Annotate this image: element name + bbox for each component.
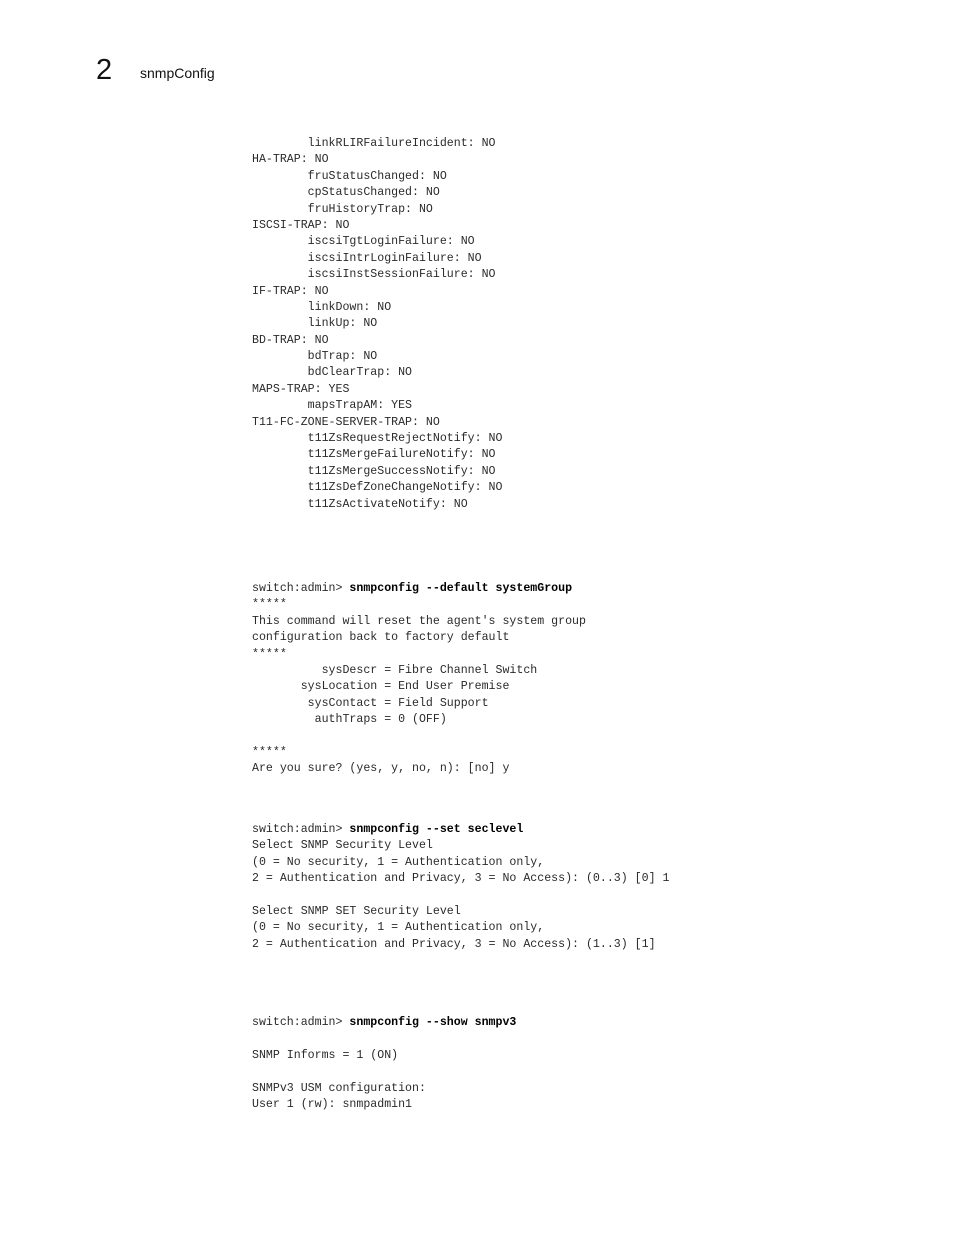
output-line: sysDescr = Fibre Channel Switch bbox=[252, 663, 538, 677]
output-line: IF-TRAP: NO bbox=[252, 284, 329, 298]
shell-prompt: switch:admin> bbox=[252, 582, 350, 595]
output-line: MAPS-TRAP: YES bbox=[252, 382, 350, 396]
show-snmpv3-block bbox=[252, 1015, 516, 1113]
output-line: linkUp: NO bbox=[252, 317, 378, 331]
output-line: User 1 (rw): snmpadmin1 bbox=[252, 1097, 413, 1111]
output-line: bdTrap: NO bbox=[252, 350, 378, 364]
output-line: iscsiInstSessionFailure: NO bbox=[252, 268, 496, 282]
command-text: snmpconfig --default systemGroup bbox=[349, 582, 573, 595]
output-line: iscsiIntrLoginFailure: NO bbox=[252, 251, 482, 265]
output-line: T11-FC-ZONE-SERVER-TRAP: NO bbox=[252, 415, 440, 429]
output-line: authTraps = 0 (OFF) bbox=[252, 713, 447, 727]
output-line: HA-TRAP: NO bbox=[252, 153, 329, 167]
output-line: linkDown: NO bbox=[252, 300, 392, 314]
output-line: ***** bbox=[252, 745, 287, 759]
output-line bbox=[252, 729, 586, 745]
shell-prompt: switch:admin> bbox=[252, 1016, 350, 1029]
output-line: Select SNMP SET Security Level bbox=[252, 904, 461, 918]
set-seclevel-block bbox=[252, 822, 669, 953]
command-text: snmpconfig --set seclevel bbox=[349, 823, 524, 836]
output-line: (0 = No security, 1 = Authentication only, bbox=[252, 921, 545, 935]
output-line bbox=[252, 1064, 516, 1080]
output-line: t11ZsMergeSuccessNotify: NO bbox=[252, 464, 496, 478]
output-line: linkRLIRFailureIncident: NO bbox=[252, 137, 496, 150]
output-line bbox=[252, 1031, 516, 1047]
output-line: bdClearTrap: NO bbox=[252, 366, 413, 380]
output-line: sysContact = Field Support bbox=[252, 696, 489, 710]
output-line: 2 = Authentication and Privacy, 3 = No Access): (0..3) [0] 1 bbox=[252, 872, 670, 886]
command-line bbox=[252, 822, 669, 838]
output-line: mapsTrapAM: YES bbox=[252, 399, 413, 413]
output-line: 2 = Authentication and Privacy, 3 = No Access): (1..3) [1] bbox=[252, 937, 656, 951]
output-line: ***** bbox=[252, 647, 287, 661]
output-line: fruHistoryTrap: NO bbox=[252, 202, 433, 216]
command-line bbox=[252, 581, 586, 597]
output-line: iscsiTgtLoginFailure: NO bbox=[252, 235, 475, 249]
chapter-number: 2 bbox=[96, 54, 113, 86]
output-line: t11ZsDefZoneChangeNotify: NO bbox=[252, 481, 503, 495]
output-line: BD-TRAP: NO bbox=[252, 333, 329, 347]
output-line: ***** bbox=[252, 598, 287, 612]
default-system-group-block bbox=[252, 581, 586, 778]
output-line: t11ZsActivateNotify: NO bbox=[252, 497, 468, 511]
output-line: SNMP Informs = 1 (ON) bbox=[252, 1048, 399, 1062]
command-text: snmpconfig --show snmpv3 bbox=[349, 1016, 517, 1029]
output-line: sysLocation = End User Premise bbox=[252, 680, 510, 694]
shell-prompt: switch:admin> bbox=[252, 823, 350, 836]
output-line: cpStatusChanged: NO bbox=[252, 186, 440, 200]
trap-listing-block bbox=[252, 136, 502, 513]
output-line: ISCSI-TRAP: NO bbox=[252, 218, 350, 232]
output-line: configuration back to factory default bbox=[252, 631, 510, 645]
output-line: SNMPv3 USM configuration: bbox=[252, 1081, 426, 1095]
output-line: Select SNMP Security Level bbox=[252, 839, 433, 853]
output-line bbox=[252, 888, 669, 904]
output-line: fruStatusChanged: NO bbox=[252, 169, 447, 183]
output-line: (0 = No security, 1 = Authentication only, bbox=[252, 855, 545, 869]
chapter-title: snmpConfig bbox=[140, 65, 215, 81]
command-line bbox=[252, 1015, 516, 1031]
output-line: t11ZsMergeFailureNotify: NO bbox=[252, 448, 496, 462]
output-line: t11ZsRequestRejectNotify: NO bbox=[252, 432, 503, 446]
output-line: This command will reset the agent's system group bbox=[252, 614, 586, 628]
output-line: Are you sure? (yes, y, no, n): [no] y bbox=[252, 762, 510, 776]
